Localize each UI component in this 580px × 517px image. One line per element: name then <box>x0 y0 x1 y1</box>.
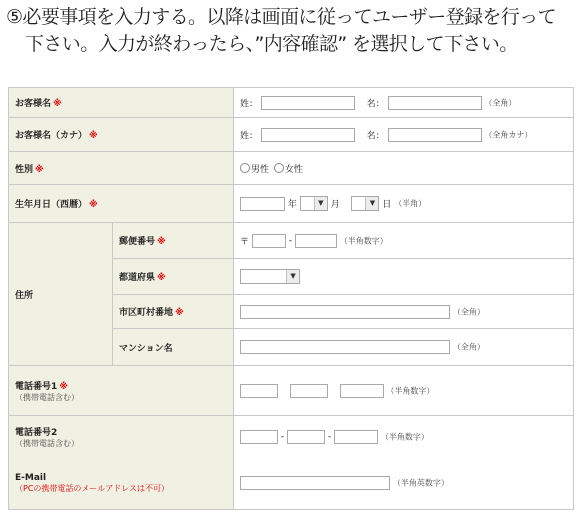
label-cell-email <box>9 458 234 510</box>
instruction-text <box>6 4 578 58</box>
label-kana: お客様名（カナ） <box>15 131 88 141</box>
phone2-separator: - <box>280 431 285 442</box>
last-name-label: 姓： <box>240 99 259 109</box>
row-phone2 <box>9 416 574 458</box>
value-cell-postal <box>234 223 574 259</box>
email-input[interactable] <box>240 476 390 490</box>
email-sublabel: （PCの携帯電話のメールアドレスは不可） <box>15 483 170 493</box>
gender-female-label: 女性 <box>284 164 303 175</box>
postal-code-second-input[interactable] <box>295 234 337 248</box>
label-cell-kana <box>9 118 234 152</box>
phone1-sublabel: （携帯電話含む） <box>15 392 79 402</box>
chevron-down-icon: ▼ <box>314 197 327 210</box>
label-building: マンション名 <box>119 343 173 354</box>
value-cell-email <box>234 458 574 510</box>
year-unit: 年 <box>287 200 297 210</box>
row-kana <box>9 118 574 152</box>
gender-male-radio[interactable] <box>240 163 250 173</box>
prefecture-select[interactable] <box>240 269 300 284</box>
day-unit: 日 <box>382 200 392 210</box>
birth-year-input[interactable] <box>240 197 285 211</box>
required-mark: ※ <box>175 308 184 318</box>
row-phone1 <box>9 366 574 416</box>
registration-form <box>8 87 574 510</box>
row-name <box>9 88 574 118</box>
birth-day-select[interactable] <box>351 196 379 211</box>
phone2-part2-input[interactable] <box>287 430 325 444</box>
first-kana-input[interactable] <box>388 128 482 142</box>
label-cell-prefecture <box>113 259 234 295</box>
instruction-line-2: 下さい。入力が終わったら、”内容確認” を選択して下さい。 <box>25 33 518 55</box>
required-mark: ※ <box>157 237 166 247</box>
postal-separator: - <box>288 235 293 246</box>
chevron-down-icon: ▼ <box>365 197 378 210</box>
row-email <box>9 458 574 510</box>
kana-note: （全角カナ） <box>484 130 533 139</box>
last-kana-input[interactable] <box>261 128 355 142</box>
city-input[interactable] <box>240 305 450 319</box>
row-postal <box>9 223 574 259</box>
label-cell-birthdate <box>9 185 234 223</box>
label-cell-phone1 <box>9 366 234 416</box>
value-cell-name <box>234 88 574 118</box>
label-city: 市区町村番地 <box>119 308 174 318</box>
value-cell-building <box>234 329 574 366</box>
building-input[interactable] <box>240 340 450 354</box>
value-cell-gender <box>234 152 574 185</box>
required-mark: ※ <box>35 164 44 175</box>
value-cell-city <box>234 295 574 329</box>
phone1-part2-input[interactable] <box>290 384 328 398</box>
label-birthdate: 生年月日（西暦） <box>15 200 88 210</box>
postal-code-first-input[interactable] <box>252 234 286 248</box>
gender-female-radio[interactable] <box>274 163 284 173</box>
postal-note: （半角数字） <box>339 236 388 245</box>
label-phone2: 電話番号2 <box>15 427 58 438</box>
birth-month-select[interactable] <box>300 196 328 211</box>
label-address: 住所 <box>15 290 34 301</box>
label-cell-city <box>113 295 234 329</box>
month-unit: 月 <box>330 200 340 210</box>
instruction-line-1: ⑤必要事項を入力する。以降は画面に従ってユーザー登録を行って <box>6 6 557 28</box>
value-cell-birthdate <box>234 185 574 223</box>
phone1-part3-input[interactable] <box>340 384 384 398</box>
row-birthdate <box>9 185 574 223</box>
label-cell-building <box>113 329 234 366</box>
label-cell-postal <box>113 223 234 259</box>
required-mark: ※ <box>53 99 62 109</box>
required-mark: ※ <box>59 381 69 392</box>
first-name-input[interactable] <box>388 96 482 110</box>
first-kana-label: 名： <box>366 131 385 141</box>
label-phone1: 電話番号1 <box>15 381 58 392</box>
building-note: （全角） <box>452 342 485 352</box>
label-postal: 郵便番号 <box>119 237 156 247</box>
required-mark: ※ <box>157 273 166 283</box>
city-note: （全角） <box>452 307 485 316</box>
label-email: E-Mail <box>15 472 47 483</box>
label-cell-address <box>9 223 113 366</box>
label-cell-gender <box>9 152 234 185</box>
label-name: お客様名 <box>15 99 52 109</box>
label-cell-phone2 <box>9 416 234 458</box>
value-cell-phone1 <box>234 366 574 416</box>
last-kana-label: 姓： <box>240 131 259 141</box>
phone2-part3-input[interactable] <box>334 430 378 444</box>
required-mark: ※ <box>89 200 98 210</box>
gender-male-label: 男性 <box>251 164 270 175</box>
value-cell-phone2 <box>234 416 574 458</box>
phone2-note: （半角数字） <box>380 432 429 442</box>
last-name-input[interactable] <box>261 96 355 110</box>
phone1-part1-input[interactable] <box>240 384 278 398</box>
name-note: （全角） <box>484 98 517 107</box>
label-cell-name <box>9 88 234 118</box>
chevron-down-icon: ▼ <box>286 270 299 283</box>
phone2-sublabel: （携帯電話含む） <box>15 438 79 448</box>
label-gender: 性別 <box>15 164 34 175</box>
required-mark: ※ <box>89 131 98 141</box>
postal-prefix: 〒 <box>240 237 250 247</box>
row-gender <box>9 152 574 185</box>
phone2-part1-input[interactable] <box>240 430 278 444</box>
email-note: （半角英数字） <box>392 478 449 488</box>
phone1-note: （半角数字） <box>386 386 435 395</box>
first-name-label: 名： <box>366 99 385 109</box>
phone2-separator: - <box>327 431 332 442</box>
birthdate-note: （半角） <box>394 199 427 208</box>
label-prefecture: 都道府県 <box>119 273 156 283</box>
value-cell-kana <box>234 118 574 152</box>
value-cell-prefecture <box>234 259 574 295</box>
